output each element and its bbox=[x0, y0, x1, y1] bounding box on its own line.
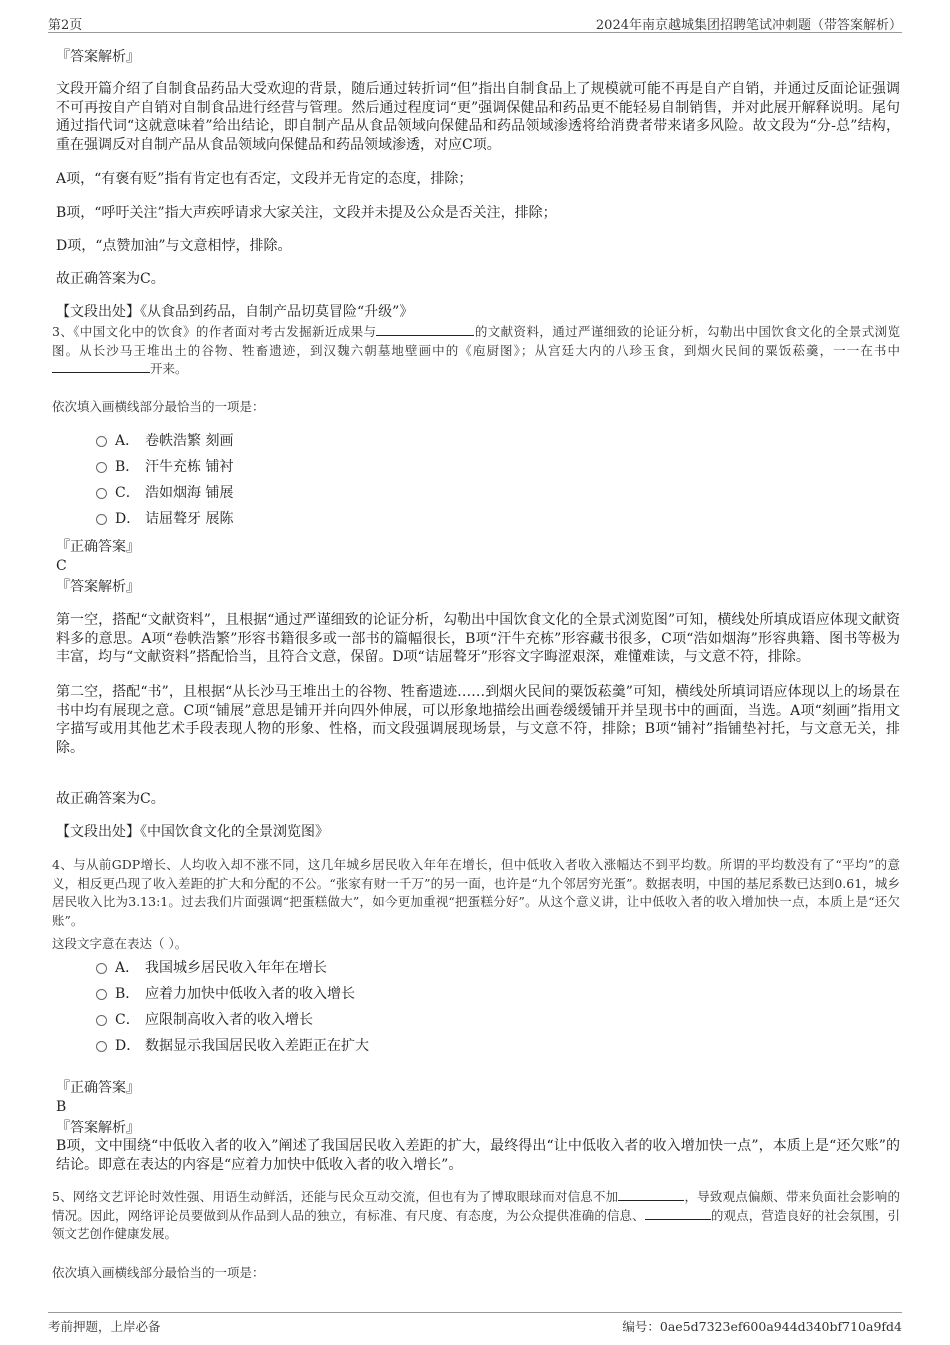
option-letter: B． bbox=[115, 986, 140, 1002]
q3-stem-part1: 3、《中国文化中的饮食》的作者面对考古发掘新近成果与 bbox=[52, 324, 377, 339]
q4-option-c[interactable] bbox=[96, 1010, 313, 1030]
q5-prompt: 依次填入画横线部分最恰当的一项是： bbox=[52, 1265, 265, 1280]
q3-analysis-paragraph-2: 第二空，搭配“书”，且根据“从长沙马王堆出土的谷物、牲畜遗迹……到烟火民间的粟饭菘羹”可知，横线处所填词语应体现以上的场景在书中均有展现之意。C项“铺展”意思是铺开并向四外伸展，可以形象地描绘出画卷缓缓铺开并呈现书中的画面，当选。A项“刻画”指用文字描写或用其他艺术手段表现人物的形象、性格，而文段强调展现场景，与文意不符，排除；B项“铺衬”指铺垫衬托，与文意无关，排除。 bbox=[56, 684, 900, 756]
radio-icon[interactable] bbox=[96, 989, 107, 1000]
q4-option-b[interactable] bbox=[96, 984, 355, 1004]
option-text: 我国城乡居民收入年年在增长 bbox=[145, 960, 327, 976]
q3-option-b[interactable] bbox=[96, 457, 233, 477]
q3-stem bbox=[52, 323, 900, 379]
q3-option-a[interactable] bbox=[96, 431, 233, 451]
option-letter: C． bbox=[115, 1012, 140, 1028]
q3-stem-part3: 开来。 bbox=[150, 361, 188, 376]
radio-icon[interactable] bbox=[96, 1015, 107, 1026]
q4-prompt: 这段文字意在表达（ ）。 bbox=[52, 936, 188, 951]
q3-source: 【文段出处】《中国饮食文化的全景浏览图》 bbox=[56, 824, 329, 840]
option-text: 应限制高收入者的收入增长 bbox=[145, 1012, 313, 1028]
q5-blank-2 bbox=[645, 1207, 711, 1220]
q3-prompt: 依次填入画横线部分最恰当的一项是： bbox=[52, 399, 265, 414]
q3-analysis-tag: 『答案解析』 bbox=[56, 579, 140, 595]
q2-analysis-paragraph: 文段开篇介绍了自制食品药品大受欢迎的背景，随后通过转折词“但”指出自制食品上了规模就可能不再是自产自销，并通过反面论证强调不可再按自产自销对自制食品进行经营与管理。然后通过程度词“更”强调保健品和药品更不能轻易自制销售，并对此展开解释说明。尾句通过指代词“这就意味着”给出结论，即自制产品从食品领域向保健品和药品领域渗透将给消费者带来诸多风险。故文段为“分-总”结构，重在强调反对自制产品从食品领域向保健品和药品领域渗透，对应C项。 bbox=[56, 81, 900, 153]
radio-icon[interactable] bbox=[96, 1041, 107, 1052]
option-text: 数据显示我国居民收入差距正在扩大 bbox=[145, 1038, 369, 1054]
q4-analysis: B项，文中围绕“中低收入者的收入”阐述了我国居民收入差距的扩大，最终得出“让中低收入者的收入增加快一点”，本质上是“还欠账”的结论。即意在表达的内容是“应着力加快中低收入者的收入增长”。 bbox=[56, 1138, 900, 1173]
q5-stem bbox=[52, 1188, 900, 1244]
q3-option-d[interactable] bbox=[96, 509, 233, 529]
option-letter: A． bbox=[115, 960, 140, 976]
option-letter: A． bbox=[115, 433, 140, 449]
q5-stem-part2: ，导致观点偏颇、带来负面社会影响的情况。因此，网络评论员要做到从作品到人品的独立，有标准、有尺度、有态度，为公众提供准确的信息、 bbox=[52, 1189, 900, 1223]
q5-stem-part3: 的观点，营造良好的社会氛围，引领文艺创作健康发展。 bbox=[52, 1207, 900, 1241]
q3-correct-answer: C bbox=[56, 558, 67, 574]
option-text: 应着力加快中低收入者的收入增长 bbox=[145, 986, 355, 1002]
q3-blank-2 bbox=[52, 360, 150, 373]
q4-stem: 4、与从前GDP增长、人均收入却不涨不同，这几年城乡居民收入年年在增长，但中低收入者收入涨幅达不到平均数。所谓的平均数没有了“平均”的意义，相反更凸现了收入差距的扩大和分配的不公。“张家有财一千万”的另一面，也许是“九个邻居穷光蛋”。数据表明，中国的基尼系数已达到0.61，城乡居民收入比为3.13:1。过去我们片面强调“把蛋糕做大”，如今更加重视“把蛋糕分好”。从这个意义讲，让中低收入者的收入增加快一点，本质上是“还欠账”。 bbox=[52, 857, 900, 928]
option-letter: D． bbox=[115, 511, 141, 527]
q4-correct-answer: B bbox=[56, 1099, 67, 1115]
radio-icon[interactable] bbox=[96, 462, 107, 473]
option-text: 诘屈聱牙 展陈 bbox=[145, 511, 234, 527]
document-code: 编号：0ae5d7323ef600a944d340bf710a9fd4 bbox=[622, 1319, 902, 1334]
q3-option-c[interactable] bbox=[96, 483, 233, 503]
q3-blank-1 bbox=[376, 323, 474, 336]
q2-source: 【文段出处】《从食品到药品，自制产品切莫冒险“升级”》 bbox=[56, 304, 414, 320]
option-letter: C． bbox=[115, 485, 140, 501]
page-header bbox=[48, 12, 902, 33]
q2-option-d-note: D项，“点赞加油”与文意相悖，排除。 bbox=[56, 238, 292, 254]
q4-option-d[interactable] bbox=[96, 1036, 369, 1056]
page-number: 第2页 bbox=[48, 18, 83, 33]
page-footer bbox=[48, 1312, 902, 1335]
q5-blank-1 bbox=[618, 1188, 684, 1201]
q2-option-b-note: B项，“呼吁关注”指大声疾呼请求大家关注，文段并未提及公众是否关注，排除； bbox=[56, 205, 557, 221]
q4-correct-tag: 『正确答案』 bbox=[56, 1080, 140, 1096]
q3-answer: 故正确答案为C。 bbox=[56, 791, 165, 807]
q2-analysis-tag: 『答案解析』 bbox=[56, 49, 140, 65]
document-title: 2024年南京越城集团招聘笔试冲刺题（带答案解析） bbox=[595, 18, 902, 33]
q3-correct-tag: 『正确答案』 bbox=[56, 539, 140, 555]
radio-icon[interactable] bbox=[96, 514, 107, 525]
q4-analysis-tag: 『答案解析』 bbox=[56, 1120, 140, 1136]
q4-option-a[interactable] bbox=[96, 958, 327, 978]
option-text: 浩如烟海 铺展 bbox=[145, 485, 234, 501]
radio-icon[interactable] bbox=[96, 436, 107, 447]
q5-stem-part1: 5、网络文艺评论时效性强、用语生动鲜活，还能与民众互动交流，但也有为了博取眼球而对信息不加 bbox=[52, 1189, 619, 1204]
option-text: 汗牛充栋 铺衬 bbox=[145, 459, 234, 475]
option-letter: B． bbox=[115, 459, 140, 475]
q2-option-a-note: A项，“有褒有贬”指有肯定也有否定，文段并无肯定的态度，排除； bbox=[56, 171, 473, 187]
q2-answer: 故正确答案为C。 bbox=[56, 271, 165, 287]
option-letter: D． bbox=[115, 1038, 141, 1054]
footer-slogan: 考前押题，上岸必备 bbox=[48, 1319, 161, 1334]
radio-icon[interactable] bbox=[96, 488, 107, 499]
q3-analysis-paragraph-1: 第一空，搭配“文献资料”，且根据“通过严谨细致的论证分析，勾勒出中国饮食文化的全景式浏览图”可知，横线处所填成语应体现文献资料多的意思。A项“卷帙浩繁”形容书籍很多或一部书的篇幅很长，B项“汗牛充栋”形容藏书很多，C项“浩如烟海”形容典籍、图书等极为丰富，均与“文献资料”搭配恰当，且符合文意，保留。D项“诘屈聱牙”形容文字晦涩艰深，难懂难读，与文意不符，排除。 bbox=[56, 612, 900, 665]
q3-stem-part2: 的文献资料，通过严谨细致的论证分析，勾勒出中国饮食文化的全景式浏览图。从长沙马王堆出土的谷物、牲畜遗迹，到汉魏六朝墓地壁画中的《庖厨图》；从宫廷大内的八珍玉食，到烟火民间的粟饭菘羹，一一在书中 bbox=[52, 324, 900, 358]
option-text: 卷帙浩繁 刻画 bbox=[145, 433, 234, 449]
radio-icon[interactable] bbox=[96, 963, 107, 974]
